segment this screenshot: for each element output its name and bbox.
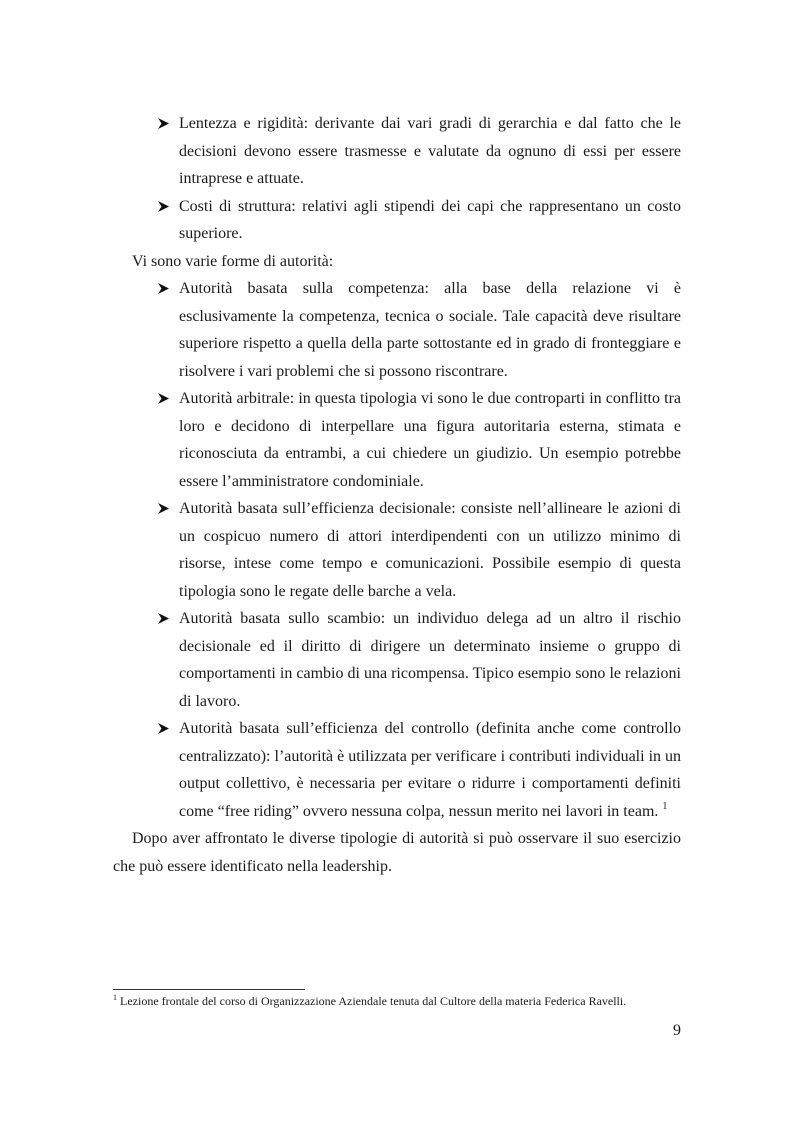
list-item — [179, 110, 681, 193]
arrow-bullet-icon — [157, 275, 171, 303]
footnote — [113, 994, 693, 1009]
list-item — [179, 275, 681, 385]
list-item-text: Autorità basata sullo scambio: un individuo delega ad un altro il rischio decisionale ed il diritto di dirigere un determinato insieme o gruppo di comportamenti in cambio di una ricompensa. Tipico esempio sono le relazioni di lavoro. — [179, 610, 681, 710]
list-item — [179, 715, 681, 825]
list-item — [179, 605, 681, 715]
footnote-number: 1 — [113, 993, 117, 1002]
footnote-text: Lezione frontale del corso di Organizzazione Aziendale tenuta dal Cultore della materia Federica Ravelli. — [120, 994, 627, 1008]
arrow-bullet-icon — [157, 495, 171, 523]
bullet-list-drawbacks — [113, 110, 681, 248]
list-item-text: Autorità arbitrale: in questa tipologia vi sono le due controparti in conflitto tra loro e decidono di interpellare una figura autoritaria esterna, stimata e riconosciuta da entrambi, a cui chiedere un giudizio. Un esempio potrebbe essere l’amministratore condominiale. — [179, 390, 681, 490]
conclusion-paragraph: Dopo aver affrontato le diverse tipologie di autorità si può osservare il suo esercizio che può essere identificato nella leadership. — [113, 830, 681, 875]
footnote-divider — [113, 989, 305, 990]
list-item-text: Lentezza e rigidità: derivante dai vari gradi di gerarchia e dal fatto che le decisioni devono essere trasmesse e valutate da ognuno di essi per essere intraprese e attuate. — [179, 115, 681, 187]
list-item-text: Autorità basata sull’efficienza del controllo (definita anche come controllo centralizzato): l’autorità è utilizzata per verificare i contributi individuali in un output collettivo, è necessaria per evitare o ridurre i comportamenti definiti come “free riding” ovvero nessuna colpa, nessun merito nei lavori in team. — [179, 720, 682, 820]
arrow-bullet-icon — [157, 605, 171, 633]
list-item-text: Costi di struttura: relativi agli stipendi dei capi che rappresentano un costo superiore. — [179, 197, 681, 242]
page-body — [113, 110, 681, 880]
intro-paragraph: Vi sono varie forme di autorità: — [132, 252, 334, 270]
page-number: 9 — [673, 1022, 681, 1039]
arrow-bullet-icon — [157, 385, 171, 413]
arrow-bullet-icon — [157, 110, 171, 138]
list-item — [179, 193, 681, 248]
list-item-text: Autorità basata sull’efficienza decisionale: consiste nell’allineare le azioni di un cospicuo numero di attori interdipendenti con un utilizzo minimo di risorse, intese come tempo e comunicazioni. Possibile esempio di questa tipologia sono le regate delle barche a vela. — [179, 500, 681, 600]
arrow-bullet-icon — [157, 193, 171, 221]
list-item — [179, 385, 681, 495]
list-item — [179, 495, 681, 605]
arrow-bullet-icon — [157, 715, 171, 743]
footnote-reference[interactable]: 1 — [662, 801, 668, 813]
bullet-list-authority — [113, 275, 681, 825]
list-item-text: Autorità basata sulla competenza: alla base della relazione vi è esclusivamente la competenza, tecnica o sociale. Tale capacità deve risultare superiore rispetto a quella della parte sottostante ed in grado di fronteggiare e risolvere i vari problemi che si possono riscontrare. — [179, 280, 681, 380]
